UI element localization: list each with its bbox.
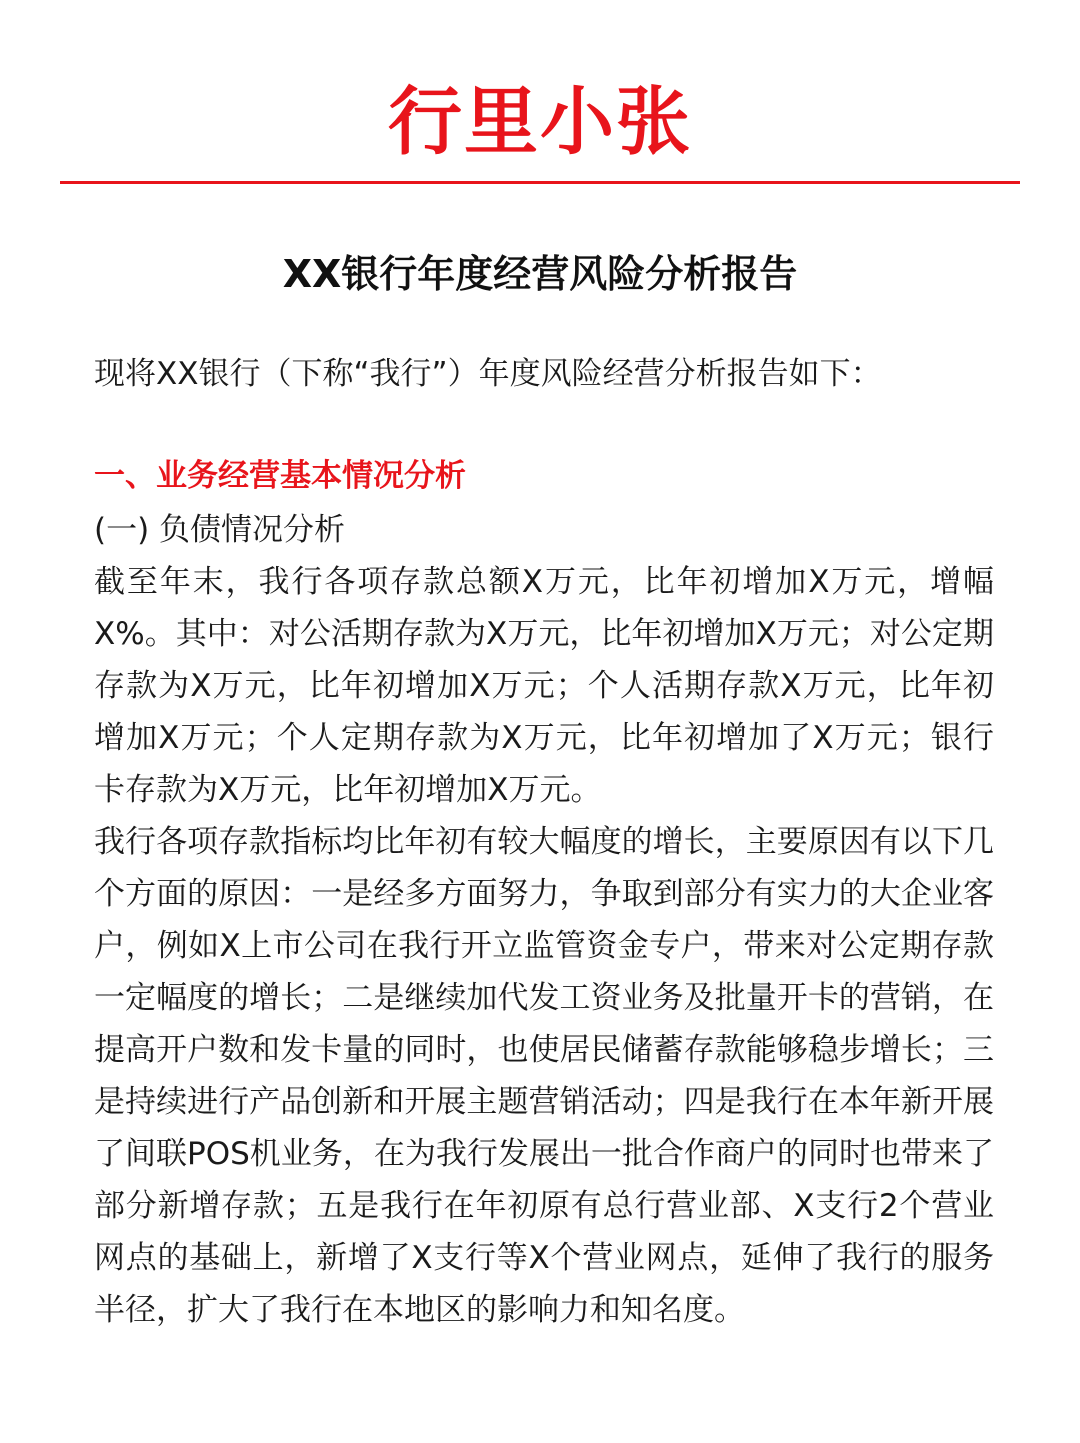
brand-title: 行里小张 bbox=[388, 79, 692, 165]
header-divider bbox=[60, 181, 1020, 184]
body-paragraph: 我行各项存款指标均比年初有较大幅度的增长，主要原因有以下几个方面的原因：一是经多方面努力，争取到部分有实力的大企业客户，例如X上市公司在我行开立监管资金专户，带来对公定期存款一定幅度的增长；二是继续加代发工资业务及批量开卡的营销，在提高开户数和发卡量的同时，也使居民储蓄存款能够稳步增长；三是持续进行产品创新和开展主题营销活动；四是我行在本年新开展了间联POS机业务，在为我行发展出一批合作商户的同时也带来了部分新增存款；五是我行在年初原有总行营业部、X支行2个营业网点的基础上，新增了X支行等X个营业网点，延伸了我行的服务半径，扩大了我行在本地区的影响力和知名度。 bbox=[94, 824, 994, 1328]
subsection-heading: (一) 负债情况分析 bbox=[94, 512, 346, 548]
document-body bbox=[94, 346, 994, 1336]
body-paragraph: 截至年末，我行各项存款总额X万元，比年初增加X万元，增幅X%。其中：对公活期存款为X万元，比年初增加X万元；对公定期存款为X万元，比年初增加X万元；个人活期存款X万元，比年初增加X万元；个人定期存款为X万元，比年初增加了X万元；银行卡存款为X万元，比年初增加X万元。 bbox=[94, 564, 994, 808]
intro-paragraph: 现将XX银行（下称“我行”）年度风险经营分析报告如下： bbox=[94, 356, 882, 392]
document-title: XX银行年度经营风险分析报告 bbox=[282, 252, 798, 296]
section-heading: 一、业务经营基本情况分析 bbox=[94, 458, 466, 494]
